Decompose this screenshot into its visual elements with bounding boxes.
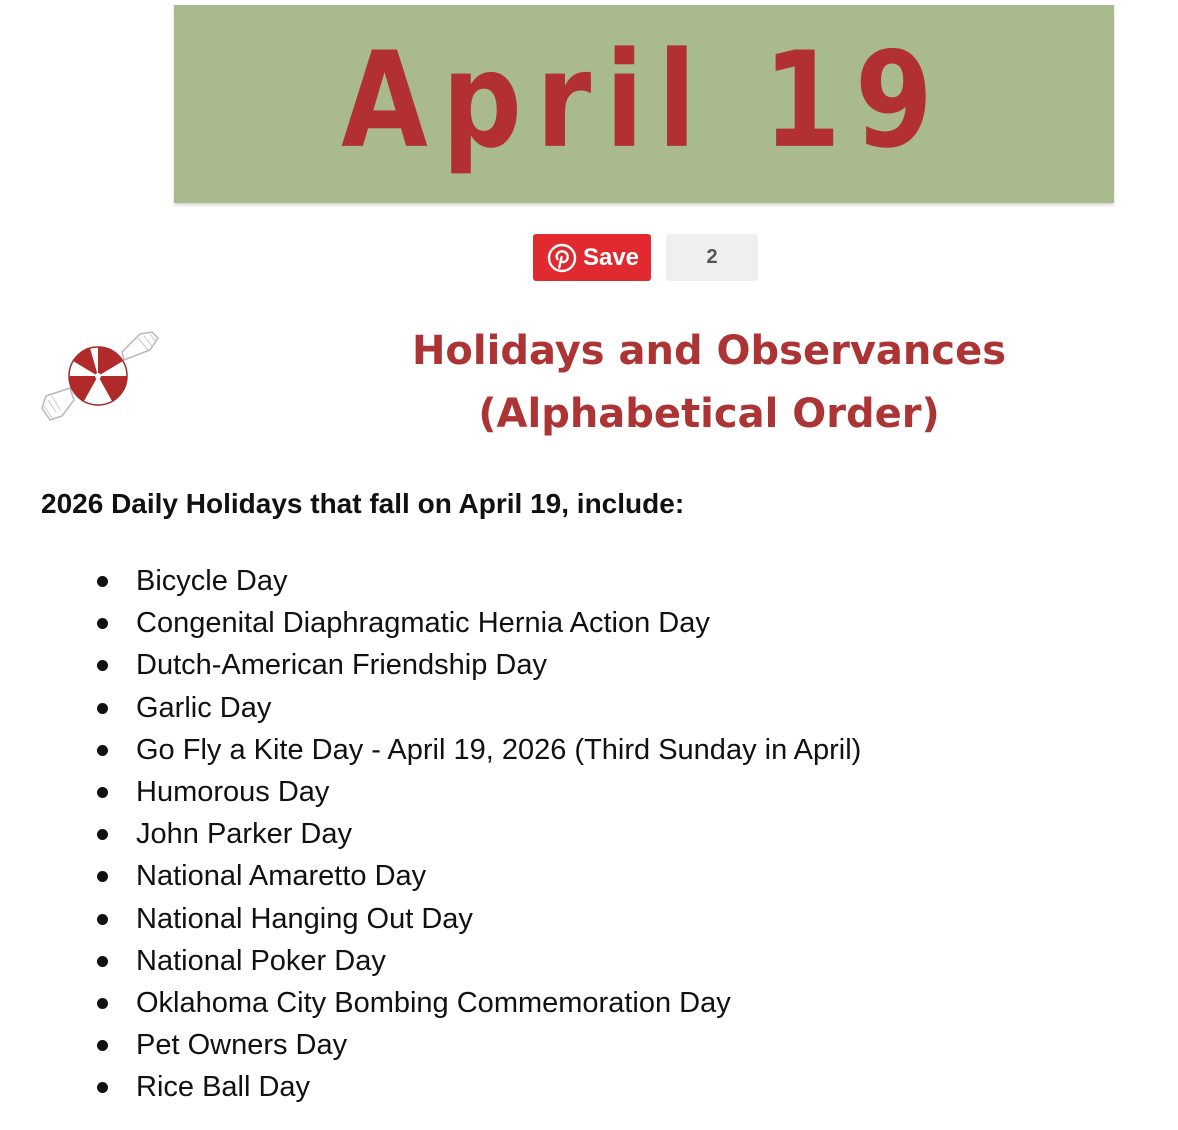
heading-line-2: (Alphabetical Order) bbox=[478, 391, 940, 437]
peppermint-candy-icon bbox=[40, 330, 162, 422]
list-item bbox=[0, 898, 861, 940]
date-banner bbox=[174, 5, 1114, 203]
list-item bbox=[0, 1024, 861, 1066]
list-item bbox=[0, 1066, 861, 1108]
list-item-label: Bicycle Day bbox=[136, 565, 288, 597]
bullet-icon bbox=[97, 829, 108, 840]
banner-title: April 19 bbox=[341, 24, 947, 178]
section-heading bbox=[400, 320, 1018, 446]
bullet-icon bbox=[97, 576, 108, 587]
list-item-label: National Hanging Out Day bbox=[136, 902, 473, 935]
list-item bbox=[0, 687, 861, 729]
list-item-label: Garlic Day bbox=[136, 691, 272, 724]
list-item-label: Pet Owners Day bbox=[136, 1029, 348, 1062]
list-item-label: Dutch-American Friendship Day bbox=[136, 649, 547, 682]
save-label: Save bbox=[582, 243, 640, 271]
intro-text: 2026 Daily Holidays that fall on April 19, include: bbox=[41, 488, 685, 519]
list-item-label: Oklahoma City Bombing Commemoration Day bbox=[136, 986, 731, 1019]
pinterest-save-widget bbox=[533, 234, 758, 281]
bullet-icon bbox=[97, 660, 108, 671]
list-item bbox=[0, 729, 861, 771]
bullet-icon bbox=[97, 745, 108, 756]
list-item bbox=[0, 940, 861, 982]
list-item-label: Go Fly a Kite Day - April 19, 2026 (Third Sunday in April) bbox=[136, 733, 862, 766]
save-count: 2 bbox=[666, 234, 758, 281]
holiday-list bbox=[0, 560, 861, 1108]
bullet-icon bbox=[97, 956, 108, 967]
list-item bbox=[0, 813, 861, 855]
bullet-icon bbox=[97, 998, 108, 1009]
bullet-icon bbox=[97, 787, 108, 798]
list-item-label: National Amaretto Day bbox=[136, 860, 427, 893]
bullet-icon bbox=[97, 703, 108, 714]
bullet-icon bbox=[97, 871, 108, 882]
list-item bbox=[0, 771, 861, 813]
bullet-icon bbox=[97, 1082, 108, 1093]
list-item bbox=[0, 644, 861, 686]
bullet-icon bbox=[97, 618, 108, 629]
list-item-label: Humorous Day bbox=[136, 775, 330, 808]
list-item bbox=[0, 855, 861, 897]
list-item-label: National Poker Day bbox=[136, 944, 386, 977]
list-item-label: John Parker Day bbox=[136, 818, 352, 851]
pinterest-save-button[interactable] bbox=[533, 234, 651, 281]
list-item-label: Rice Ball Day bbox=[136, 1071, 311, 1104]
list-item bbox=[0, 982, 861, 1024]
list-item bbox=[0, 560, 861, 602]
pinterest-icon bbox=[547, 243, 577, 273]
heading-line-1: Holidays and Observances bbox=[411, 328, 1007, 374]
list-item bbox=[0, 602, 861, 644]
bullet-icon bbox=[97, 1040, 108, 1051]
list-item-label: Congenital Diaphragmatic Hernia Action Day bbox=[136, 607, 710, 640]
bullet-icon bbox=[97, 914, 108, 925]
